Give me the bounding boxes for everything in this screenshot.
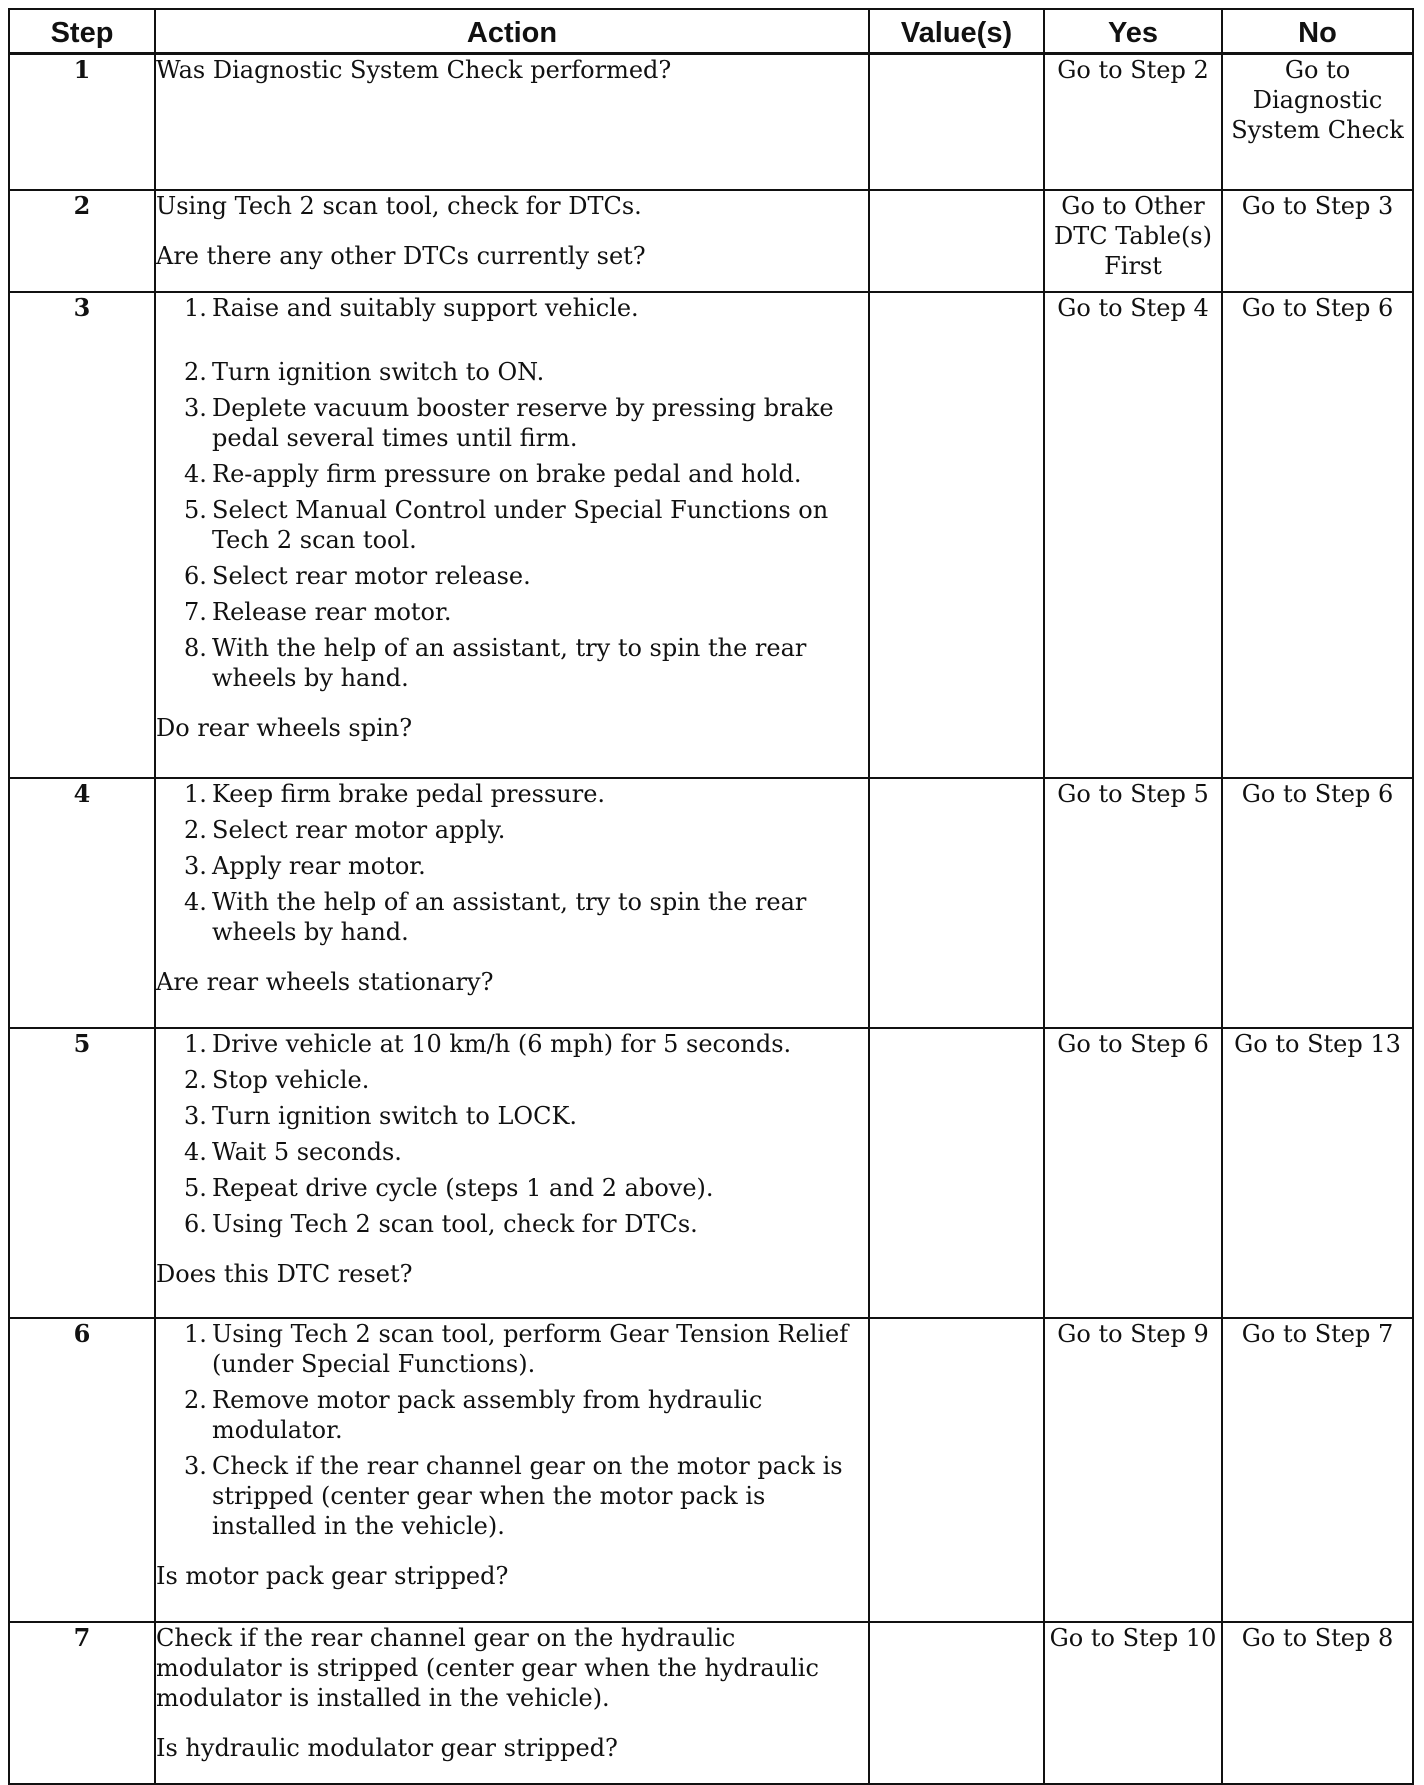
action-question: Are there any other DTCs currently set? (156, 241, 646, 270)
no-cell: Go to Step 13 (1222, 1028, 1413, 1318)
list-item (184, 779, 868, 809)
list-item (184, 851, 868, 881)
yes-cell: Go to Step 9 (1044, 1318, 1222, 1622)
yes-cell: Go to Step 6 (1044, 1028, 1222, 1318)
item-number: 3. (184, 393, 207, 422)
item-text: Using Tech 2 scan tool, perform Gear Tension Relief (under Special Functions). (212, 1319, 849, 1378)
item-number: 2. (184, 357, 207, 386)
action-cell (155, 1622, 869, 1784)
item-text: Select rear motor release. (212, 561, 531, 590)
item-text: Remove motor pack assembly from hydraulic modulator. (212, 1385, 763, 1444)
item-text: Select Manual Control under Special Functions on Tech 2 scan tool. (212, 495, 829, 554)
step-number: 1 (9, 54, 155, 190)
action-question: Are rear wheels stationary? (156, 967, 494, 996)
item-number: 5. (184, 1173, 207, 1202)
table-row (9, 1622, 1413, 1784)
item-text: With the help of an assistant, try to spin the rear wheels by hand. (212, 887, 807, 946)
item-number: 4. (184, 1137, 207, 1166)
step-number: 2 (9, 190, 155, 292)
list-item (184, 1319, 868, 1379)
action-cell (155, 778, 869, 1028)
action-statement: Check if the rear channel gear on the hydraulic modulator is stripped (center gear when the hydraulic modulator is installed in the vehicle). (156, 1623, 819, 1712)
no-cell: Go to Diagnostic System Check (1222, 54, 1413, 190)
list-item (184, 1101, 868, 1131)
header-values: Value(s) (869, 9, 1044, 54)
value-cell (869, 1028, 1044, 1318)
item-text: Wait 5 seconds. (212, 1137, 402, 1166)
table-row (9, 1318, 1413, 1622)
step-number: 7 (9, 1622, 155, 1784)
yes-cell: Go to Step 5 (1044, 778, 1222, 1028)
yes-cell: Go to Step 2 (1044, 54, 1222, 190)
diagnostic-document (8, 8, 1412, 1785)
item-number: 2. (184, 1065, 207, 1094)
item-number: 1. (184, 293, 207, 322)
item-number: 2. (184, 815, 207, 844)
action-cell (155, 1028, 869, 1318)
value-cell (869, 292, 1044, 778)
procedure-list (156, 779, 868, 947)
item-number: 6. (184, 561, 207, 590)
action-cell (155, 54, 869, 190)
item-text: Drive vehicle at 10 km/h (6 mph) for 5 seconds. (212, 1029, 792, 1058)
item-text: Apply rear motor. (212, 851, 426, 880)
value-cell (869, 190, 1044, 292)
item-text: Check if the rear channel gear on the motor pack is stripped (center gear when the motor pack is installed in the vehicle). (212, 1451, 843, 1540)
item-number: 3. (184, 1451, 207, 1480)
action-statement: Was Diagnostic System Check performed? (156, 56, 672, 84)
list-item (184, 633, 868, 693)
yes-cell: Go to Step 4 (1044, 292, 1222, 778)
item-number: 3. (184, 851, 207, 880)
action-cell (155, 292, 869, 778)
procedure-list (156, 293, 868, 693)
action-question: Do rear wheels spin? (156, 713, 413, 742)
action-question: Is hydraulic modulator gear stripped? (156, 1733, 618, 1762)
value-cell (869, 1622, 1044, 1784)
action-question: Does this DTC reset? (156, 1259, 413, 1288)
list-item (184, 1065, 868, 1095)
item-text: With the help of an assistant, try to spin the rear wheels by hand. (212, 633, 807, 692)
action-question: Is motor pack gear stripped? (156, 1561, 509, 1590)
table-row (9, 190, 1413, 292)
header-row (9, 9, 1413, 54)
header-step: Step (9, 9, 155, 54)
item-text: Stop vehicle. (212, 1065, 370, 1094)
list-item (184, 459, 868, 489)
list-item (184, 1137, 868, 1167)
value-cell (869, 778, 1044, 1028)
header-action: Action (155, 9, 869, 54)
item-number: 1. (184, 1319, 207, 1348)
item-text: Deplete vacuum booster reserve by pressing brake pedal several times until firm. (212, 393, 834, 452)
item-text: Using Tech 2 scan tool, check for DTCs. (212, 1209, 698, 1238)
header-no: No (1222, 9, 1413, 54)
list-item (184, 1029, 868, 1059)
list-item (184, 1451, 868, 1541)
table-row (9, 1028, 1413, 1318)
item-text: Release rear motor. (212, 597, 452, 626)
item-text: Re-apply firm pressure on brake pedal and hold. (212, 459, 802, 488)
item-text: Repeat drive cycle (steps 1 and 2 above). (212, 1173, 714, 1202)
list-item (184, 1209, 868, 1239)
item-text: Raise and suitably support vehicle. (212, 293, 639, 322)
table-row (9, 778, 1413, 1028)
list-item (184, 597, 868, 627)
item-number: 1. (184, 1029, 207, 1058)
step-number: 4 (9, 778, 155, 1028)
value-cell (869, 1318, 1044, 1622)
item-text: Turn ignition switch to ON. (212, 357, 545, 386)
item-number: 2. (184, 1385, 207, 1414)
action-cell (155, 1318, 869, 1622)
item-number: 4. (184, 459, 207, 488)
item-number: 6. (184, 1209, 207, 1238)
list-item (184, 293, 868, 323)
list-item (184, 1173, 868, 1203)
item-number: 3. (184, 1101, 207, 1130)
list-item (184, 1385, 868, 1445)
step-number: 5 (9, 1028, 155, 1318)
item-number: 5. (184, 495, 207, 524)
yes-cell: Go to Other DTC Table(s) First (1044, 190, 1222, 292)
header-yes: Yes (1044, 9, 1222, 54)
procedure-list (156, 1319, 868, 1541)
diagnostic-table (8, 8, 1414, 1785)
item-text: Select rear motor apply. (212, 815, 506, 844)
action-cell (155, 190, 869, 292)
item-number: 7. (184, 597, 207, 626)
no-cell: Go to Step 6 (1222, 292, 1413, 778)
item-number: 8. (184, 633, 207, 662)
no-cell: Go to Step 3 (1222, 190, 1413, 292)
list-item (184, 495, 868, 555)
procedure-list (156, 1029, 868, 1239)
list-item (184, 393, 868, 453)
yes-cell: Go to Step 10 (1044, 1622, 1222, 1784)
step-number: 3 (9, 292, 155, 778)
table-row (9, 292, 1413, 778)
action-statement: Using Tech 2 scan tool, check for DTCs. (156, 191, 642, 220)
item-number: 1. (184, 779, 207, 808)
no-cell: Go to Step 6 (1222, 778, 1413, 1028)
list-item (184, 357, 868, 387)
list-item (184, 561, 868, 591)
list-item (184, 815, 868, 845)
step-number: 6 (9, 1318, 155, 1622)
no-cell: Go to Step 7 (1222, 1318, 1413, 1622)
value-cell (869, 54, 1044, 190)
item-number: 4. (184, 887, 207, 916)
list-item (184, 887, 868, 947)
no-cell: Go to Step 8 (1222, 1622, 1413, 1784)
item-text: Turn ignition switch to LOCK. (212, 1101, 578, 1130)
item-text: Keep firm brake pedal pressure. (212, 779, 606, 808)
table-row (9, 54, 1413, 190)
